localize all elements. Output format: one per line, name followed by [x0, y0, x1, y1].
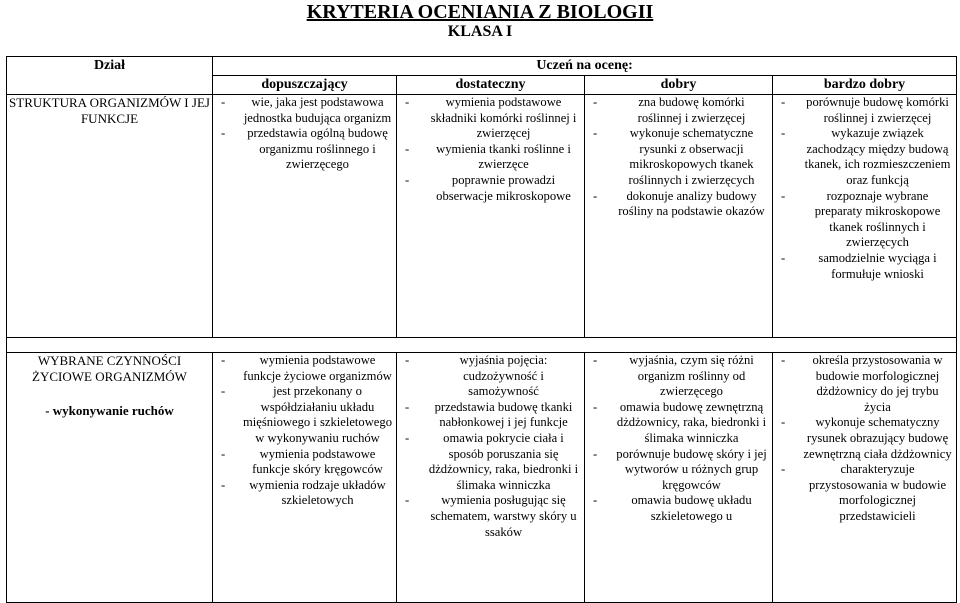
criteria-list — [773, 353, 956, 529]
criteria-cell — [213, 353, 397, 603]
list-item: - wykonuje schematyczny rysunek obrazujący budowę zewnętrzną ciała dżdżownicy — [781, 415, 952, 462]
list-item: - wymienia tkanki roślinne i zwierzęce — [405, 142, 580, 173]
list-item: - omawia budowę układu szkieletowego u — [593, 493, 768, 524]
header-row-1 — [7, 57, 957, 76]
section-cell — [7, 353, 213, 603]
table-row — [7, 95, 957, 338]
criteria-list — [585, 95, 772, 224]
header-grade-dopuszczajacy: dopuszczający — [213, 76, 397, 95]
list-item: - wymienia posługując się schematem, warstwy skóry u ssaków — [405, 493, 580, 540]
criteria-list — [585, 353, 772, 529]
criteria-list — [397, 95, 584, 208]
criteria-cell — [585, 353, 773, 603]
list-item: - jest przekonany o współdziałaniu układu mięśniowego i szkieletowego w wykonywaniu ruchów — [221, 384, 392, 446]
section-gap-cell — [7, 338, 957, 353]
header-grade-dobry: dobry — [585, 76, 773, 95]
list-item: - przedstawia budowę tkanki nabłonkowej i jej funkcje — [405, 400, 580, 431]
list-item: - rozpoznaje wybrane preparaty mikroskopowe tkanek roślinnych i zwierzęcych — [781, 189, 952, 251]
list-item: - porównuje budowę skóry i jej wytworów u różnych grup kręgowców — [593, 447, 768, 494]
header-dzial: Dział — [7, 57, 213, 95]
list-item: - wymienia podstawowe składniki komórki roślinnej i zwierzęcej — [405, 95, 580, 142]
list-item: - omawia budowę zewnętrzną dżdżownicy, raka, biedronki i ślimaka winniczka — [593, 400, 768, 447]
list-item: - wyjaśnia pojęcia: cudzożywność i samożywność — [405, 353, 580, 400]
list-item: - wymienia podstawowe funkcje życiowe organizmów — [221, 353, 392, 384]
section-name: WYBRANE CZYNNOŚCI ŻYCIOWE ORGANIZMÓW — [32, 353, 187, 384]
list-item: - wymienia rodzaje układów szkieletowych — [221, 478, 392, 509]
criteria-list — [397, 353, 584, 544]
criteria-cell — [397, 353, 585, 603]
list-item: - wykonuje schematyczne rysunki z obserwacji mikroskopowych tkanek roślinnych i zwierzęcych — [593, 126, 768, 188]
criteria-cell — [773, 95, 957, 338]
criteria-list — [213, 353, 396, 513]
document-title: KRYTERIA OCENIANIA Z BIOLOGII — [306, 1, 654, 23]
section-cell — [7, 95, 213, 338]
header-grade-bardzo-dobry: bardzo dobry — [773, 76, 957, 95]
criteria-cell — [773, 353, 957, 603]
list-item: - przedstawia ogólną budowę organizmu roślinnego i zwierzęcego — [221, 126, 392, 173]
criteria-table — [6, 56, 957, 603]
document-subtitle: KLASA I — [447, 23, 513, 40]
criteria-list — [213, 95, 396, 177]
list-item: - omawia pokrycie ciała i sposób poruszania się dżdżownicy, raka, biedronki i ślimaka winniczka — [405, 431, 580, 493]
header-uczen: Uczeń na ocenę: — [213, 57, 957, 76]
section-gap — [7, 338, 957, 353]
list-item: - samodzielnie wyciąga i formułuje wnioski — [781, 251, 952, 282]
list-item: - porównuje budowę komórki roślinnej i zwierzęcej — [781, 95, 952, 126]
header-grade-dostateczny: dostateczny — [397, 76, 585, 95]
list-item: - wymienia podstawowe funkcje skóry kręgowców — [221, 447, 392, 478]
section-subtopic: - wykonywanie ruchów — [45, 403, 174, 418]
list-item: - określa przystosowania w budowie morfologicznej dżdżownicy do jej trybu życia — [781, 353, 952, 415]
list-item: - dokonuje analizy budowy rośliny na podstawie okazów — [593, 189, 768, 220]
section-name: STRUKTURA ORGANIZMÓW I JEJ FUNKCJE — [9, 95, 210, 126]
list-item: - wyjaśnia, czym się różni organizm roślinny od zwierzęcego — [593, 353, 768, 400]
criteria-cell — [397, 95, 585, 338]
list-item: - zna budowę komórki roślinnej i zwierzęcej — [593, 95, 768, 126]
list-item: - wie, jaka jest podstawowa jednostka budująca organizm — [221, 95, 392, 126]
list-item: - charakteryzuje przystosowania w budowie morfologicznej przedstawicieli — [781, 462, 952, 524]
criteria-cell — [585, 95, 773, 338]
list-item: - wykazuje związek zachodzący między budową tkanek, ich rozmieszczeniem oraz funkcją — [781, 126, 952, 188]
list-item: - poprawnie prowadzi obserwacje mikroskopowe — [405, 173, 580, 204]
table-row — [7, 353, 957, 603]
criteria-list — [773, 95, 956, 286]
criteria-cell — [213, 95, 397, 338]
